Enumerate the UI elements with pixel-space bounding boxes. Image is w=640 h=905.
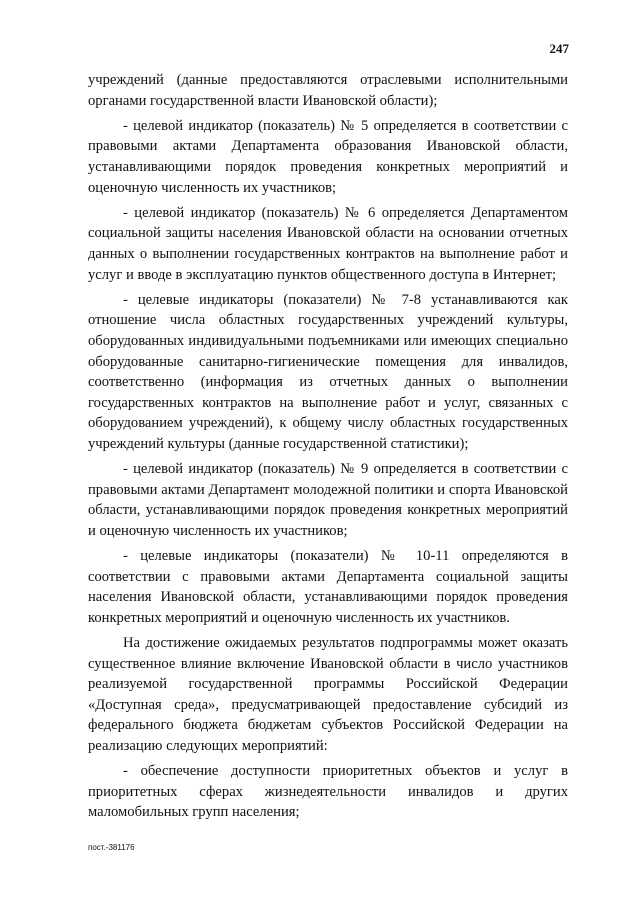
paragraph-indicator-6: - целевой индикатор (показатель) № 6 определяется Департаментом социальной защиты населения Ивановской области на основании отчетных данных о выполнении государственных контрактов на выполнение работ и услуг и вводе в эксплуатацию пунктов общественного доступа в Интернет; (88, 204, 568, 283)
paragraph-priority-objects-access: - обеспечение доступности приоритетных объектов и услуг в приоритетных сферах жизнедеятельности инвалидов и других маломобильных групп населения; (88, 763, 568, 821)
paragraph-accessible-environment-program: На достижение ожидаемых результатов подпрограммы может оказать существенное влияние включение Ивановской области в число участников реализуемой государственной программы Российской Федерации «Доступная среда», предусматривающей предоставление субсидий из федерального бюджета бюджетам субъектов Российской Федерации на реализацию следующих мероприятий: (88, 635, 568, 754)
page-number: 247 (549, 41, 569, 56)
document-body (88, 70, 568, 828)
paragraph-institutions-data-source: учреждений (данные предоставляются отраслевыми исполнительными органами государственной власти Ивановской области); (88, 72, 568, 109)
paragraph-indicator-9: - целевой индикатор (показатель) № 9 определяется в соответствии с правовыми актами Департамент молодежной политики и спорта Ивановской области, устанавливающими порядок проведения конкретных мероприятий и оценочную численность их участников; (88, 461, 568, 539)
paragraph-indicator-5: - целевой индикатор (показатель) № 5 определяется в соответствии с правовыми актами Департамента образования Ивановской области, устанавливающими порядок проведения конкретных мероприятий и оценочную численность их участников; (88, 117, 568, 196)
footer-document-code: пост.-381176 (88, 843, 135, 852)
paragraph-indicators-7-8: - целевые индикаторы (показатели) № 7-8 устанавливаются как отношение числа областных государственных учреждений культуры, оборудованных индивидуальными подъемниками или имеющих специально оборудованные санитарно-гигиенические помещения для инвалидов, соответственно (информация из отчетных данных о выполнении государственных контрактов на выполнение работ и услуг, связанных с оборудованием учреждений), к общему числу областных государственных учреждений культуры (данные государственной статистики); (88, 291, 568, 452)
paragraph-indicators-10-11: - целевые индикаторы (показатели) № 10-11 определяются в соответствии с правовыми актами Департамента социальной защиты населения Ивановской области, устанавливающими порядок проведения конкретных мероприятий и оценочную численность их участников. (88, 548, 568, 626)
